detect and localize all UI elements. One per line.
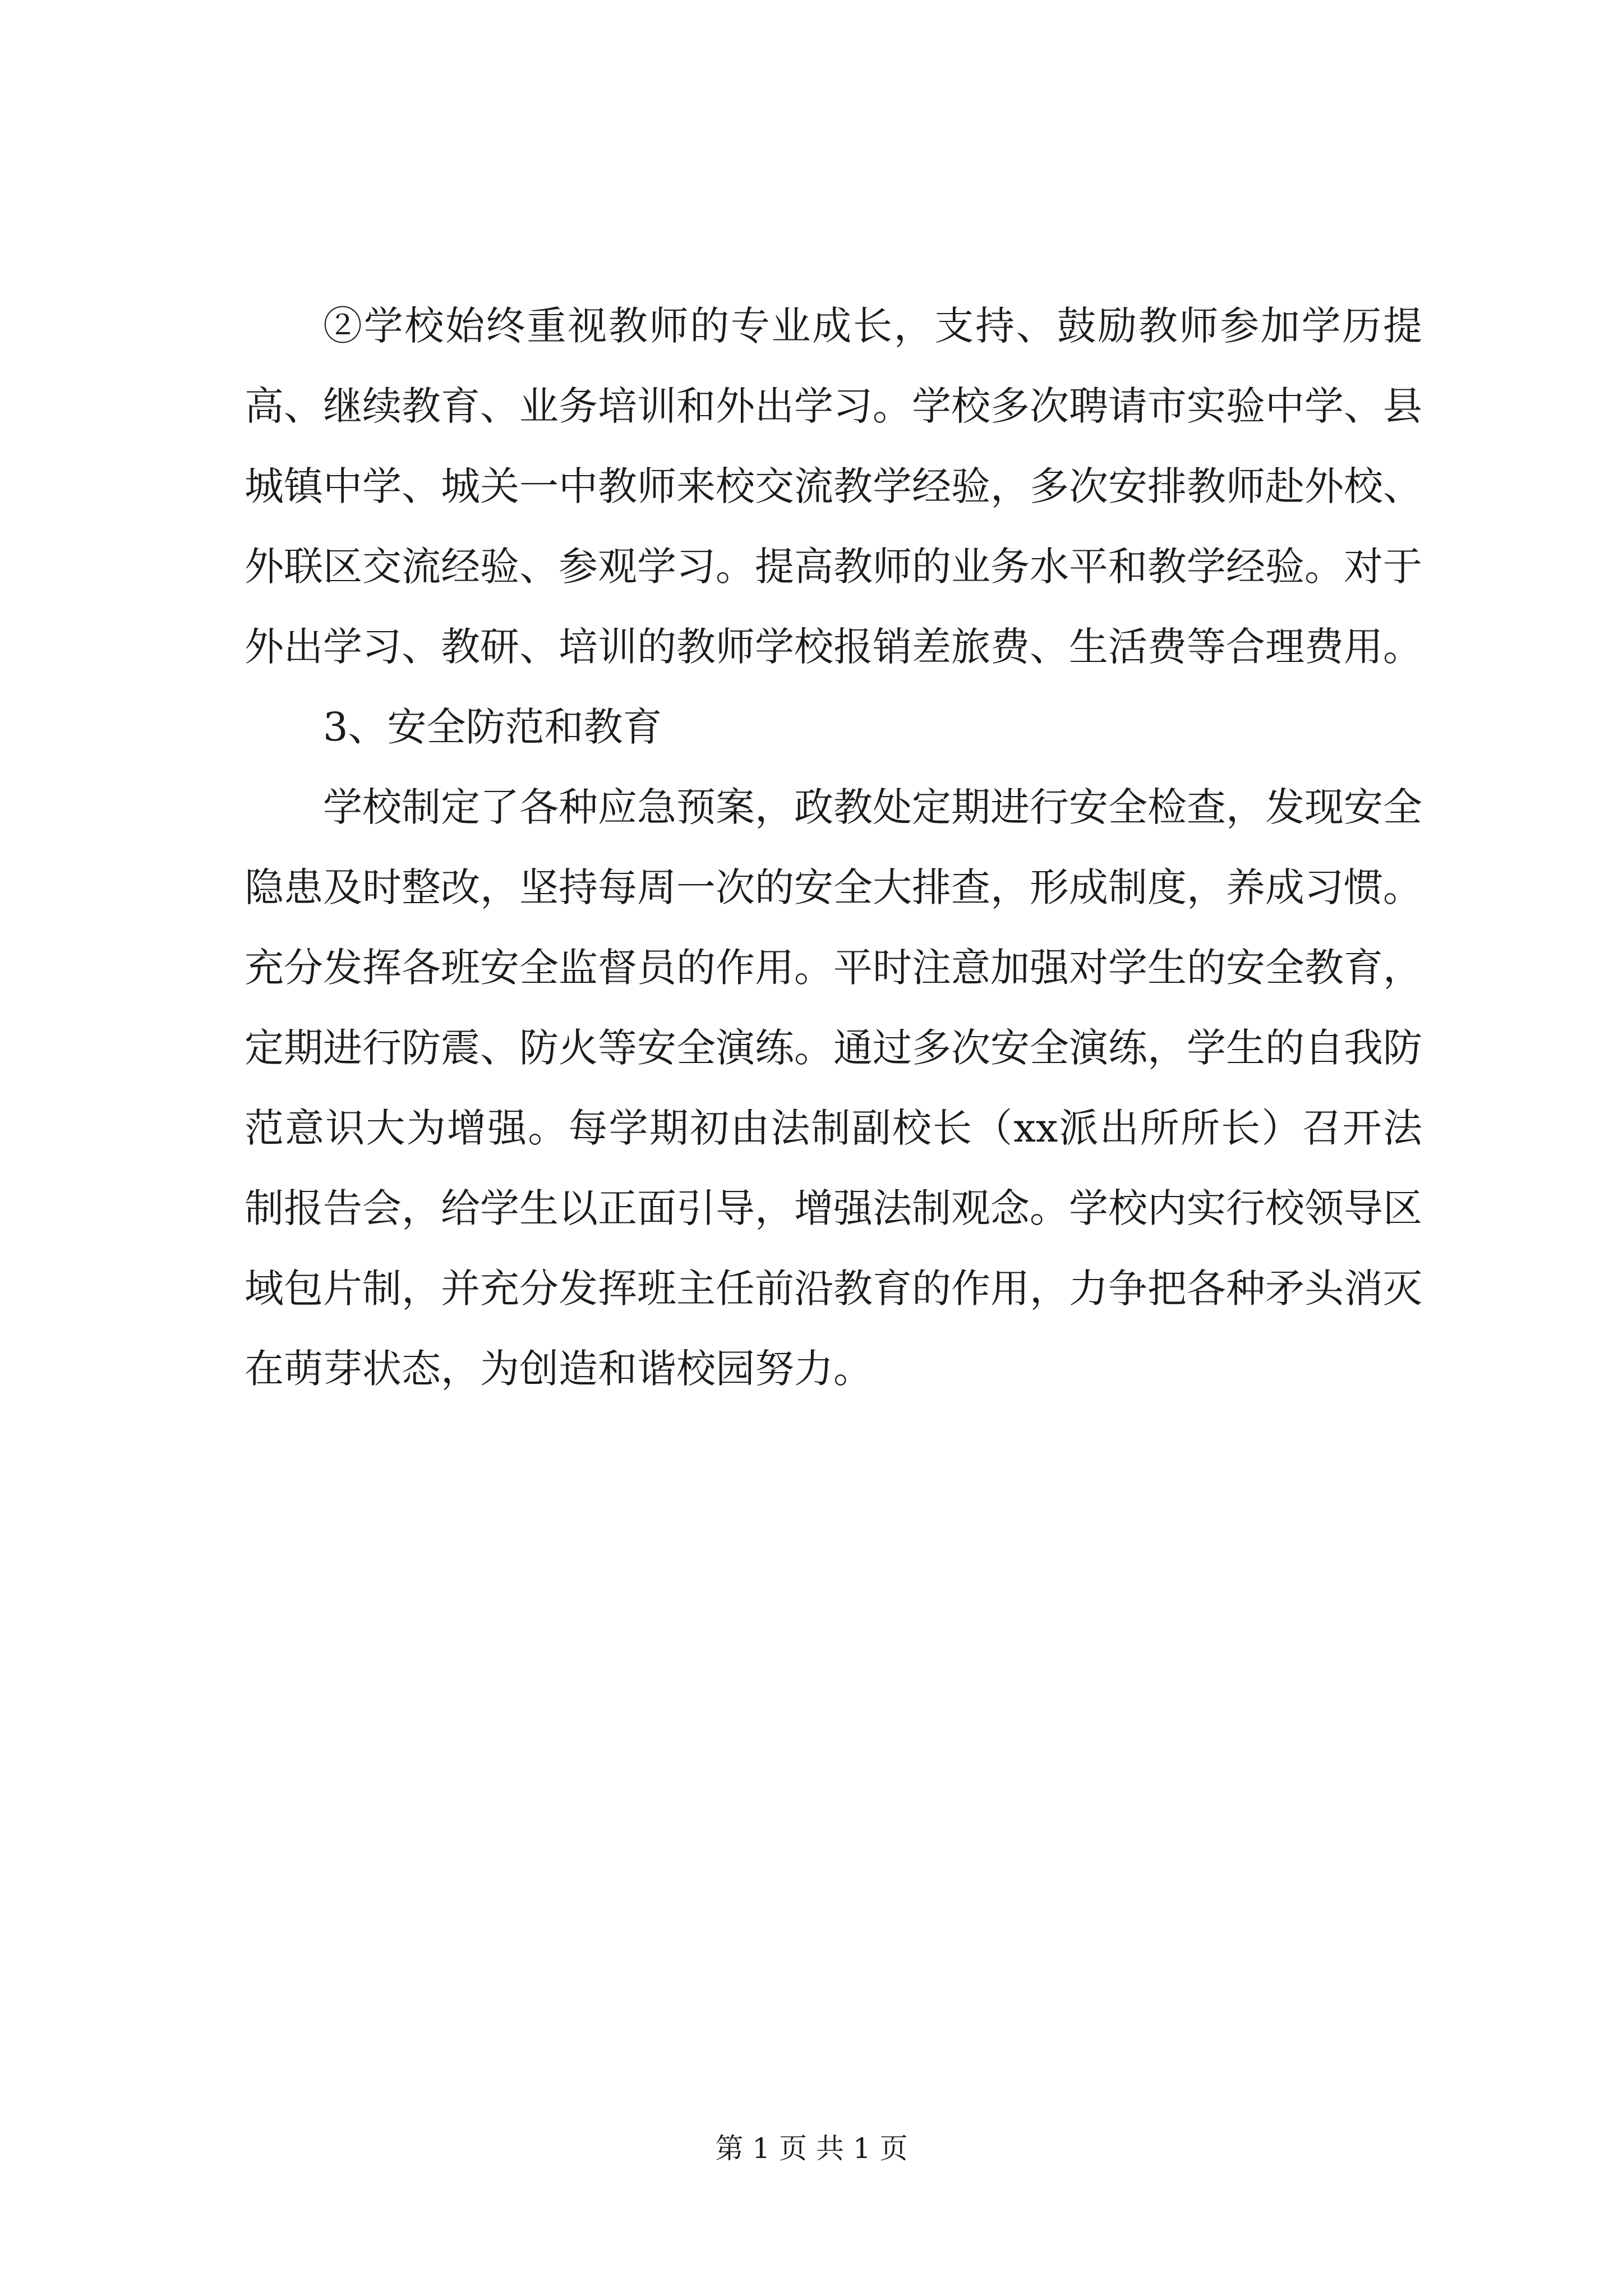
document-body — [245, 286, 1422, 1409]
section-heading-safety: 3、安全防范和教育 — [323, 704, 662, 750]
page-footer: 第 1 页 共 1 页 — [715, 2132, 908, 2165]
paragraph-safety-education: 学校制定了各种应急预案，政教处定期进行安全检查，发现安全隐患及时整改，坚持每周一次的安全大排查，形成制度，养成习惯。充分发挥各班安全监督员的作用。平时注意加强对学生的安全教育，定期进行防震、防火等安全演练。通过多次安全演练，学生的自我防范意识大为增强。每学期初由法制副校长（xx派出所所长）召开法制报告会，给学生以正面引导，增强法制观念。学校内实行校领导区域包片制，并充分发挥班主任前沿教育的作用，力争把各种矛头消灭在萌芽状态，为创造和谐校园努力。 — [245, 784, 1422, 1392]
paragraph-teacher-growth: ②学校始终重视教师的专业成长，支持、鼓励教师参加学历提高、继续教育、业务培训和外出学习。学校多次聘请市实验中学、县城镇中学、城关一中教师来校交流教学经验，多次安排教师赴外校、外联区交流经验、参观学习。提高教师的业务水平和教学经验。对于外出学习、教研、培训的教师学校报销差旅费、生活费等合理费用。 — [245, 303, 1422, 670]
